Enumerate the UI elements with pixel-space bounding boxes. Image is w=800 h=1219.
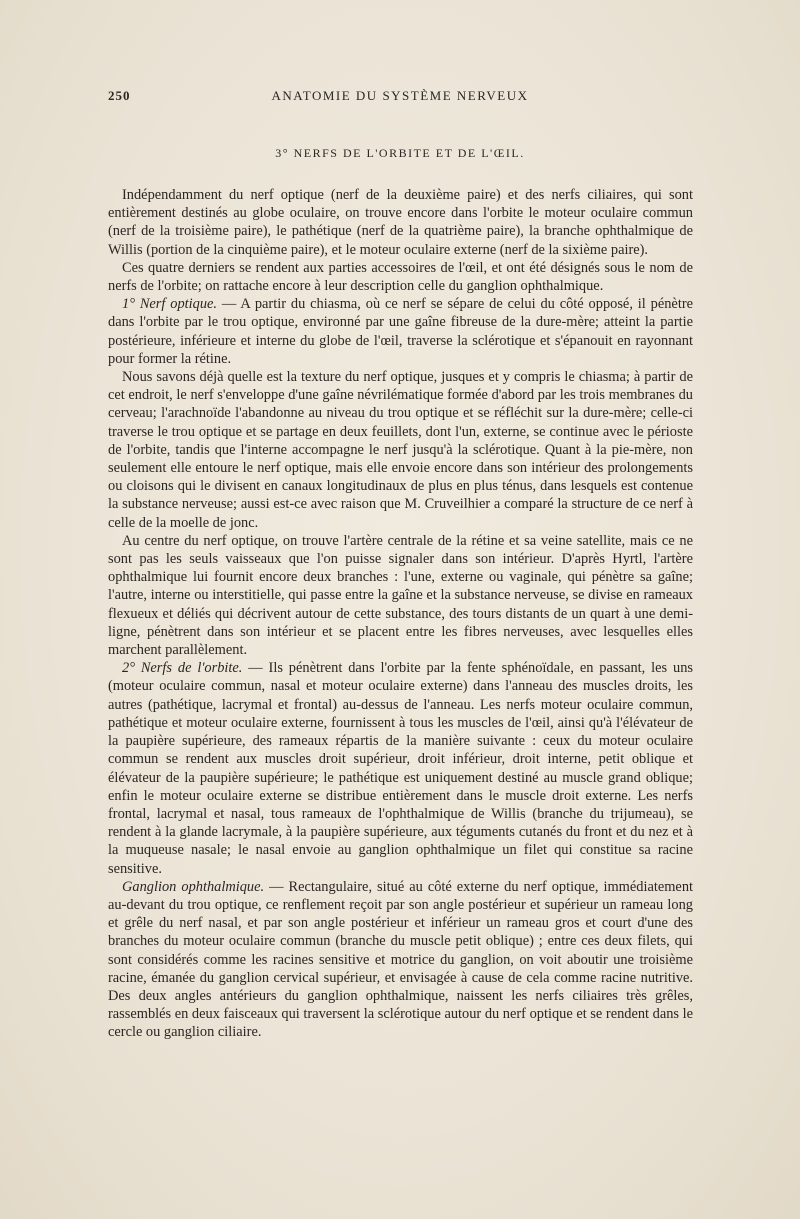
paragraph-lead: 1° Nerf optique. [122, 296, 218, 313]
paragraph [108, 295, 693, 368]
paragraph-text: — A partir du chiasma, où ce nerf se sépare de celui du côté opposé, il pénètre dans l'orbite par le trou optique, environné par une gaîne fibreuse de la dure-mère; atteint la partie postérieure, inférieure et interne du globe de l'œil, traverse la sclérotique et s'épanouit en rayonnant pour former la rétine. [108, 296, 693, 367]
paragraph-text: — Rectangulaire, situé au côté externe du nerf optique, immédiatement au-devant du trou optique, ce renflement reçoit par son angle postérieur et supérieur un rameau long et grêle du nerf nasal, et par son angle postérieur et inférieur un rameau gros et court d'une des branches du moteur oculaire commun (branche du muscle petit oblique) ; entre ces deux filets, qui sont considérés comme les racines sensitive et motrice du ganglion, on voit aboutir une troisième racine, émanée du ganglion cervical supérieur, et envisagée à cause de cela comme racine nutritive. Des deux angles antérieurs du ganglion ophthalmique, naissent les nerfs ciliaires très grêles, rassemblés en deux faisceaux qui traversent la sclérotique autour du nerf optique et se rendent dans le cercle ou ganglion ciliaire. [108, 878, 694, 1041]
paragraph-text: — Ils pénètrent dans l'orbite par la fente sphénoïdale, en passant, les uns (moteur oculaire commun, nasal et moteur oculaire externe) dans l'anneau des muscles droits, les autres (pathétique, lacrymal et frontal) au-dessus de l'anneau. Les nerfs moteur oculaire commun, pathétique et moteur oculaire externe, fournissent à tous les muscles de l'œil, ainsi qu'à l'élévateur de la paupière supérieure, des rameaux répartis de la manière suivante : ceux du moteur oculaire commun se rendent aux muscles droit supérieur, droit inférieur, droit interne, petit oblique et élévateur de la paupière supérieure; le pathétique est uniquement destiné au muscle grand oblique; enfin le moteur oculaire externe se distribue entièrement dans le muscle droit externe. Les nerfs frontal, lacrymal et nasal, tous rameaux de l'ophthalmique de Willis (branche du trijumeau), se rendent à la glande lacrymale, à la paupière supérieure, aux téguments cutanés du front et du nez et à la muqueuse nasale; le nasal envoie au ganglion ophthalmique un filet qui constitue sa racine sensitive. [108, 660, 693, 877]
paragraph [108, 659, 693, 877]
paragraph-text: Ces quatre derniers se rendent aux parties accessoires de l'œil, et ont été désignés sous le nom de nerfs de l'orbite; on rattache encore à leur description celle du ganglion ophthalmique. [108, 259, 693, 295]
paragraph-lead: 2° Nerfs de l'orbite. [122, 660, 243, 677]
paragraph-text: Nous savons déjà quelle est la texture du nerf optique, jusques et y compris le chiasma; à partir de cet endroit, le nerf s'enveloppe d'une gaîne névrilématique formée d'abord par les trois membranes du cerveau; l'arachnoïde l'abandonne au niveau du trou optique et se réfléchit sur la dure-mère; celle-ci traverse le trou optique et se partage en deux feuillets, dont l'un, externe, se continue avec le périoste de l'orbite, tandis que l'interne accompagne le nerf jusqu'à la sclérotique. Quant à la pie-mère, non seulement elle entoure le nerf optique, mais elle envoie encore dans son intérieur des prolongements ou cloisons qui le divisent en canaux longitudinaux de plus en plus ténus, dans lesquels est contenue la substance nerveuse; aussi est-ce avec raison que M. Cruveilhier a comparé la structure de ce nerf à celle de la moelle de jonc. [108, 369, 693, 531]
page-number: 250 [108, 88, 131, 103]
paragraph-text: Indépendamment du nerf optique (nerf de la deuxième paire) et des nerfs ciliaires, qui sont entièrement destinés au globe oculaire, on trouve encore dans l'orbite le moteur oculaire commun (nerf de la troisième paire), le pathétique (nerf de la quatrième paire), la branche ophthalmique de Willis (portion de la cinquième paire), et le moteur oculaire externe (nerf de la sixième paire). [108, 187, 693, 258]
paragraph [108, 259, 693, 295]
page-header [108, 88, 692, 108]
paragraph-lead: Ganglion ophthalmique. [122, 878, 265, 895]
running-title: ANATOMIE DU SYSTÈME NERVEUX [271, 88, 529, 103]
paragraph [108, 532, 693, 659]
body-text [108, 186, 693, 1042]
paragraph [108, 368, 693, 532]
paragraph [108, 186, 693, 259]
section-title: 3° NERFS DE L'ORBITE ET DE L'ŒIL. [275, 146, 525, 160]
paragraph-text: Au centre du nerf optique, on trouve l'artère centrale de la rétine et sa veine satellite, mais ce ne sont pas les seuls vaisseaux que l'on puisse signaler dans son intérieur. D'après Hyrtl, l'artère ophthalmique lui fournit encore deux branches : l'une, externe ou vaginale, qui pénètre sa gaîne; l'autre, interne ou interstitielle, qui passe entre la gaîne et la substance nerveuse, se divise en rameaux flexueux et déliés qui décrivent autour de cette substance, des tours distants de un quart à une demi-ligne, pénètrent dans son intérieur et se placent entre les fibres nerveuses, avec lesquelles elles marchent parallèlement. [108, 532, 693, 659]
paragraph [108, 878, 693, 1042]
